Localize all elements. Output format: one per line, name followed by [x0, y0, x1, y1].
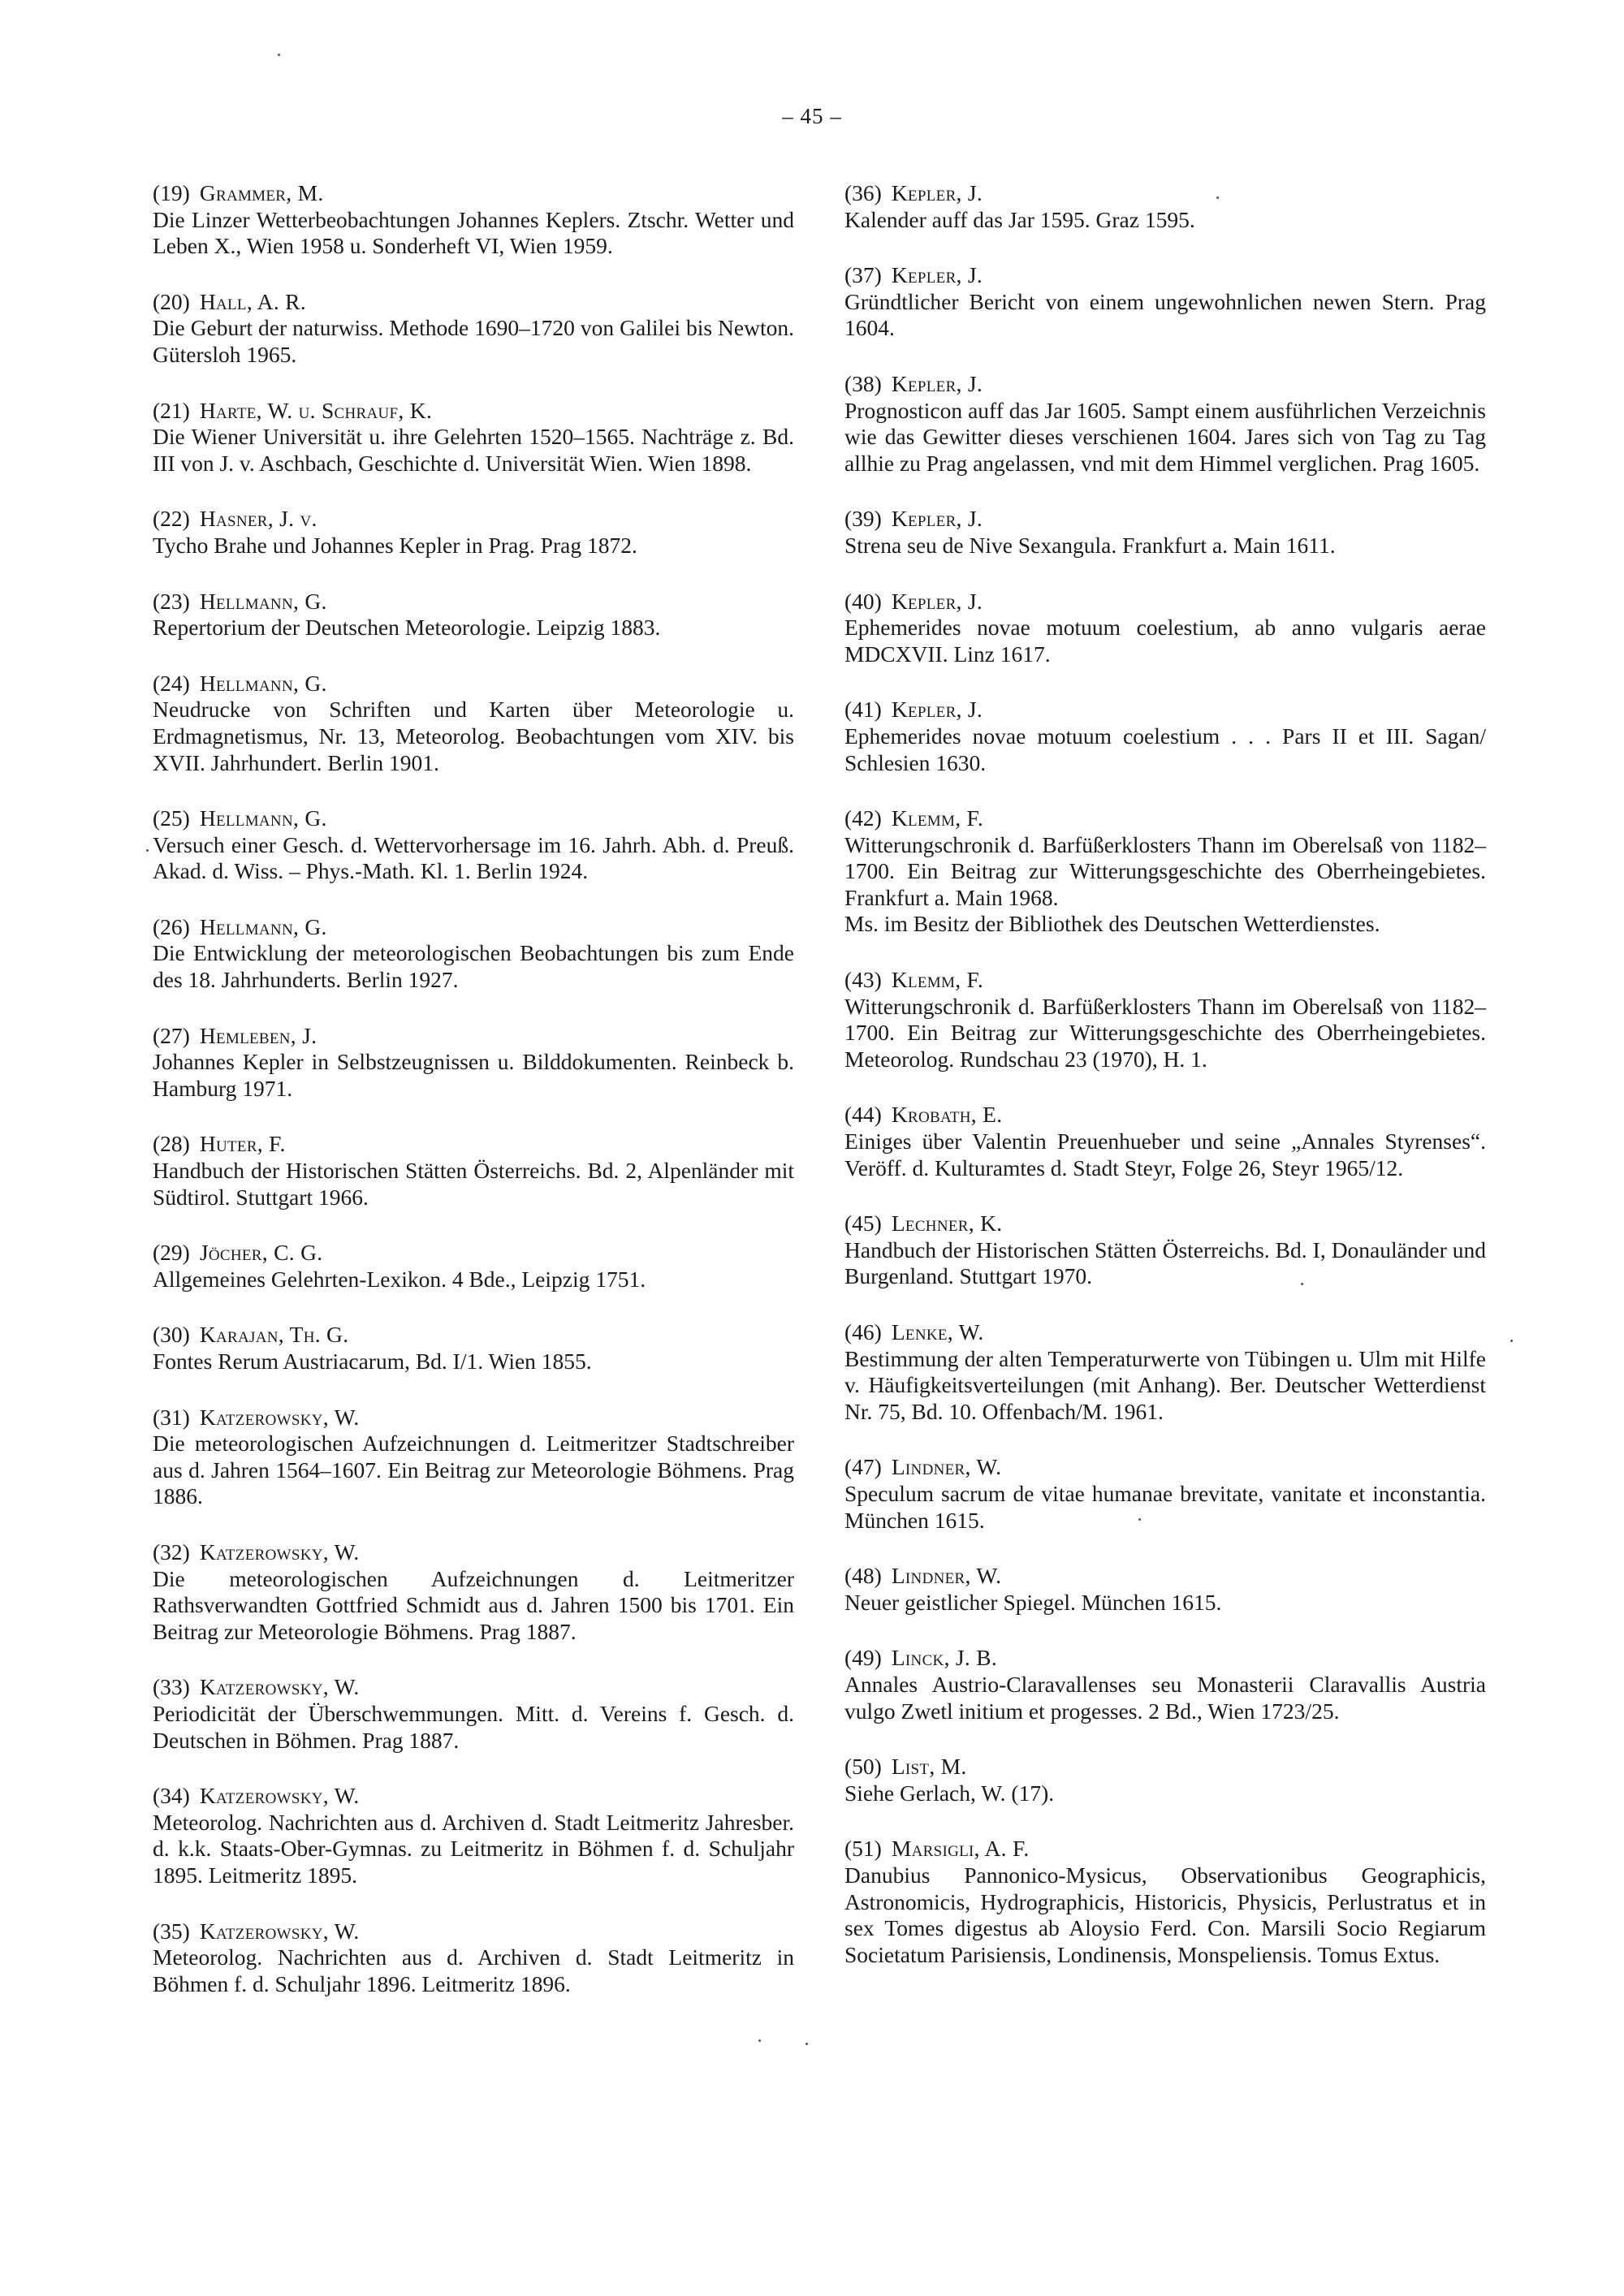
entry-note: Ms. im Besitz der Bibliothek des Deutschen Wetterdienstes.: [844, 911, 1380, 937]
entry-heading: [844, 506, 1486, 533]
entry-number: (48): [844, 1563, 882, 1589]
entry-heading: [153, 1783, 794, 1810]
entry-heading: [153, 1023, 794, 1050]
entry-number: (22): [153, 506, 190, 532]
entry-author: Katzerowsky, W.: [199, 1783, 360, 1809]
entry-citation: Meteorolog. Nachrichten aus d. Archiven d. Stadt Leitmeritz in Böhmen f. d. Schuljahr 1896. Leitmeritz 1896.: [153, 1944, 794, 1996]
entry-number: (24): [153, 670, 190, 696]
entry-citation: Die Wiener Universität u. ihre Gelehrten 1520–1565. Nachträge z. Bd. III von J. v. Aschbach, Geschichte d. Universität Wien. Wien 1898.: [153, 424, 794, 476]
entry-author: Kepler, J.: [891, 370, 983, 396]
entry-citation: Ephemerides novae motuum coelestium, ab anno vulgaris aerae MDCXVII. Linz 1617.: [844, 615, 1486, 667]
bibliography-entry: [153, 289, 794, 369]
entry-author: Hemleben, J.: [199, 1022, 317, 1048]
entry-author: Hasner, J. v.: [199, 506, 317, 532]
entry-heading: [153, 180, 794, 207]
page-number: – 45 –: [782, 104, 842, 128]
entry-author: Linck, J. B.: [891, 1645, 998, 1671]
entry-number: (35): [153, 1918, 190, 1944]
entry-citation: Die Geburt der naturwiss. Methode 1690–1720 von Galilei bis Newton. Gütersloh 1965.: [153, 315, 794, 367]
bibliography-entry: [153, 180, 794, 260]
bibliography-entry: [844, 180, 1486, 233]
scan-speck: [1216, 196, 1219, 199]
entry-heading: [153, 805, 794, 832]
bibliography-entry: [844, 371, 1486, 477]
entry-heading: [844, 262, 1486, 289]
entry-number: (43): [844, 967, 882, 993]
scan-speck: [1510, 1340, 1513, 1342]
entry-author: Marsigli, A. F.: [891, 1836, 1030, 1862]
bibliography-entry: [153, 914, 794, 994]
entry-heading: [844, 589, 1486, 615]
bibliography-entry: [844, 805, 1486, 938]
entry-heading: [153, 1131, 794, 1158]
entry-number: (25): [153, 805, 190, 831]
bibliography-entry: [844, 1102, 1486, 1181]
entry-number: (26): [153, 913, 190, 939]
entry-heading: [153, 289, 794, 316]
entry-number: (29): [153, 1240, 190, 1266]
entry-author: Hall, A. R.: [199, 288, 306, 314]
entry-heading: [844, 1645, 1486, 1672]
entry-citation: Neudrucke von Schriften und Karten über Meteorologie u. Erdmagnetismus, Nr. 13, Meteorolog. Beobachtungen vom XIV. bis XVII. Jahrhundert. Berlin 1901.: [153, 697, 794, 775]
entry-citation: Siehe Gerlach, W. (17).: [844, 1780, 1055, 1806]
entry-author: Hellmann, G.: [199, 913, 327, 939]
entry-citation: Annales Austrio-Claravallenses seu Monasterii Claravallis Austria vulgo Zwetl initium et progesses. 2 Bd., Wien 1723/25.: [844, 1671, 1486, 1724]
bibliography-entry: [153, 1918, 794, 1998]
entry-citation: Handbuch der Historischen Stätten Österreichs. Bd. 2, Alpenländer mit Südtirol. Stuttgart 1966.: [153, 1158, 794, 1210]
entry-number: (23): [153, 588, 190, 614]
entry-author: Lechner, K.: [891, 1211, 1003, 1236]
scan-speck: [758, 2039, 761, 2042]
bibliography-entry: [153, 805, 794, 885]
entry-number: (31): [153, 1404, 190, 1430]
entry-author: Kepler, J.: [891, 506, 983, 532]
entry-citation: Die meteorologischen Aufzeichnungen d. Leitmeritzer Rathsverwandten Gottfried Schmidt aus d. Jahren 1500 bis 1701. Ein Beitrag zur Meteorologie Böhmens. Prag 1887.: [153, 1565, 794, 1644]
entry-heading: [844, 180, 1486, 207]
entry-author: Lenke, W.: [891, 1319, 984, 1344]
entry-number: (47): [844, 1454, 882, 1480]
entry-heading: [153, 589, 794, 615]
bibliography-entry: [153, 1023, 794, 1103]
scan-speck: [1138, 1518, 1141, 1521]
bibliography-entry: [153, 1322, 794, 1375]
entry-heading: [153, 1322, 794, 1349]
entry-author: List, M.: [891, 1754, 967, 1780]
entry-citation: Strena seu de Nive Sexangula. Frankfurt a. Main 1611.: [844, 532, 1336, 558]
entry-citation: Neuer geistlicher Spiegel. München 1615.: [844, 1589, 1222, 1615]
bibliography-entry: [153, 589, 794, 641]
entry-author: Jöcher, C. G.: [199, 1240, 323, 1266]
bibliography-entry: [153, 671, 794, 776]
entry-author: Kepler, J.: [891, 262, 983, 288]
bibliography-entry: [153, 1405, 794, 1510]
entry-number: (51): [844, 1836, 882, 1862]
bibliography-entry: [844, 1454, 1486, 1534]
bibliography-entry: [153, 398, 794, 477]
entry-heading: [153, 1240, 794, 1267]
entry-author: Karajan, Th. G.: [199, 1322, 349, 1348]
bibliography-entry: [153, 1539, 794, 1645]
entry-citation: Fontes Rerum Austriacarum, Bd. I/1. Wien 1855.: [153, 1349, 592, 1374]
entry-heading: [844, 371, 1486, 398]
scan-speck: [1301, 1283, 1303, 1285]
entry-number: (30): [153, 1322, 190, 1348]
entry-author: Katzerowsky, W.: [199, 1918, 360, 1944]
entry-number: (37): [844, 262, 882, 288]
bibliography-entry: [844, 1754, 1486, 1806]
bibliography-entry: [844, 697, 1486, 776]
entry-citation: Die Linzer Wetterbeobachtungen Johannes Keplers. Ztschr. Wetter und Leben X., Wien 1958 u. Sonderheft VI, Wien 1959.: [153, 206, 794, 259]
entry-citation: Tycho Brahe und Johannes Kepler in Prag. Prag 1872.: [153, 532, 637, 558]
entry-heading: [844, 1563, 1486, 1590]
entry-number: (28): [153, 1131, 190, 1157]
bibliography-entry: [153, 506, 794, 559]
entry-heading: [153, 1918, 794, 1945]
entry-citation: Die meteorologischen Aufzeichnungen d. Leitmeritzer Stadtschreiber aus d. Jahren 1564–1607. Ein Beitrag zur Meteorologie Böhmens. Prag 1886.: [153, 1431, 794, 1509]
entry-citation: Meteorolog. Nachrichten aus d. Archiven d. Stadt Leitmeritz Jahresber. d. k.k. Staats-Ober-Gymnas. zu Leitmeritz in Böhmen f. d. Schuljahr 1895. Leitmeritz 1895.: [153, 1809, 794, 1888]
entry-heading: [153, 506, 794, 533]
entry-author: Katzerowsky, W.: [199, 1539, 360, 1564]
entry-heading: [844, 1836, 1486, 1862]
entry-citation: Bestimmung der alten Temperaturwerte von Tübingen u. Ulm mit Hilfe v. Häufigkeitsverteilungen (mit Anhang). Ber. Deutscher Wetterdienst Nr. 75, Bd. 10. Offenbach/M. 1961.: [844, 1345, 1486, 1424]
entry-author: Kepler, J.: [891, 588, 983, 614]
entry-number: (49): [844, 1645, 882, 1671]
entry-number: (32): [153, 1539, 190, 1564]
bibliography-entry: [844, 1211, 1486, 1290]
scan-speck: [806, 2043, 808, 2045]
entry-author: Hellmann, G.: [199, 588, 327, 614]
entry-heading: [844, 1211, 1486, 1237]
entry-heading: [844, 1754, 1486, 1780]
entry-number: (38): [844, 370, 882, 396]
entry-heading: [153, 914, 794, 941]
entry-author: Klemm, F.: [891, 967, 984, 993]
entry-number: (34): [153, 1783, 190, 1809]
entry-citation: Kalender auff das Jar 1595. Graz 1595.: [844, 206, 1195, 232]
entry-author: Katzerowsky, W.: [199, 1404, 360, 1430]
entry-number: (41): [844, 697, 882, 723]
entry-heading: [153, 398, 794, 425]
entry-heading: [844, 1319, 1486, 1346]
entry-citation: Allgemeines Gelehrten-Lexikon. 4 Bde., Leipzig 1751.: [153, 1266, 646, 1292]
entry-heading: [844, 967, 1486, 994]
entry-author: Kepler, J.: [891, 180, 983, 205]
entry-number: (40): [844, 588, 882, 614]
entry-heading: [844, 1102, 1486, 1129]
bibliography-entry: [844, 589, 1486, 668]
entry-number: (27): [153, 1022, 190, 1048]
entry-author: Hellmann, G.: [199, 670, 327, 696]
entry-number: (20): [153, 288, 190, 314]
bibliography-entry: [153, 1674, 794, 1754]
entry-heading: [153, 1674, 794, 1701]
entry-heading: [153, 671, 794, 697]
entry-heading: [844, 697, 1486, 723]
entry-author: Klemm, F.: [891, 805, 984, 831]
bibliography-entry: [844, 967, 1486, 1072]
entry-number: (50): [844, 1754, 882, 1780]
entry-heading: [153, 1405, 794, 1431]
entry-citation: Speculum sacrum de vitae humanae brevitate, vanitate et inconstantia. München 1615.: [844, 1480, 1486, 1533]
bibliography-entry: [844, 1563, 1486, 1616]
entry-number: (44): [844, 1102, 882, 1128]
entry-number: (39): [844, 506, 882, 532]
entry-author: Hellmann, G.: [199, 805, 327, 831]
entry-citation: Gründtlicher Bericht von einem ungewohnlichen newen Stern. Prag 1604.: [844, 288, 1486, 341]
bibliography-entry: [844, 1645, 1486, 1724]
entry-author: Harte, W. u. Schrauf, K.: [199, 397, 433, 423]
entry-number: (36): [844, 180, 882, 205]
entry-number: (46): [844, 1319, 882, 1344]
entry-citation: Witterungschronik d. Barfüßerklosters Thann im Oberelsaß von 1182–1700. Ein Beitrag zur Witterungsgeschichte des Oberrheingebietes. Meteorolog. Rundschau 23 (1970), H. 1.: [844, 993, 1486, 1072]
entry-author: Huter, F.: [199, 1131, 286, 1157]
entry-citation: Prognosticon auff das Jar 1605. Sampt einem ausführlichen Verzeichnis wie das Gewitter dieses verschienen 1604. Jares sich von Tag zu Tag allhie zu Prag angelassen, vnd mit dem Himmel verglichen. Prag 1605.: [844, 397, 1486, 476]
entry-author: Lindner, W.: [891, 1563, 1002, 1589]
entry-author: Kepler, J.: [891, 697, 983, 723]
bibliography-entry: [844, 1836, 1486, 1968]
entry-heading: [844, 805, 1486, 832]
bibliography-entry: [844, 506, 1486, 559]
bibliography-entry: [844, 262, 1486, 342]
entry-citation: Johannes Kepler in Selbstzeugnissen u. Bilddokumenten. Reinbeck b. Hamburg 1971.: [153, 1049, 794, 1101]
entry-citation: Versuch einer Gesch. d. Wettervorhersage im 16. Jahrh. Abh. d. Preuß. Akad. d. Wiss. – Phys.-Math. Kl. 1. Berlin 1924.: [153, 831, 794, 884]
bibliography-entry: [153, 1131, 794, 1211]
entry-number: (45): [844, 1211, 882, 1236]
bibliography-column-right: [844, 180, 1486, 1997]
entry-number: (19): [153, 180, 190, 205]
bibliography-column-left: [153, 180, 794, 2026]
entry-author: Krobath, E.: [891, 1102, 1003, 1128]
entry-citation: Repertorium der Deutschen Meteorologie. Leipzig 1883.: [153, 615, 661, 641]
entry-number: (42): [844, 805, 882, 831]
entry-citation: Danubius Pannonico-Mysicus, Observationibus Geographicis, Astronomicis, Hydrographicis, Historicis, Physicis, Perlustratus et in sex Tomes digestus ab Aloysio Ferd. Con. Marsili Socio Regiarum Societatum Parisiensis, Londinensis, Monspeliensis. Tomus Extus.: [844, 1862, 1486, 1967]
entry-number: (33): [153, 1674, 190, 1700]
entry-citation: Die Entwicklung der meteorologischen Beobachtungen bis zum Ende des 18. Jahrhunderts. Berlin 1927.: [153, 940, 794, 993]
entry-citation: Witterungschronik d. Barfüßerklosters Thann im Oberelsaß von 1182–1700. Ein Beitrag zur Witterungsgeschichte des Oberrheingebietes. Frankfurt a. Main 1968.: [844, 831, 1486, 910]
bibliography-entry: [153, 1240, 794, 1293]
entry-author: Grammer, M.: [199, 180, 324, 205]
scan-speck: [278, 54, 280, 56]
entry-author: Lindner, W.: [891, 1454, 1002, 1480]
scan-speck: [146, 849, 149, 852]
entry-citation: Handbuch der Historischen Stätten Österreichs. Bd. I, Donauländer und Burgenland. Stuttgart 1970.: [844, 1236, 1486, 1289]
entry-number: (21): [153, 397, 190, 423]
entry-citation: Periodicität der Überschwemmungen. Mitt. d. Vereins f. Gesch. d. Deutschen in Böhmen. Prag 1887.: [153, 1700, 794, 1753]
bibliography-entry: [153, 1783, 794, 1888]
entry-heading: [153, 1539, 794, 1566]
entry-heading: [844, 1454, 1486, 1481]
entry-author: Katzerowsky, W.: [199, 1674, 360, 1700]
entry-citation: Ephemerides novae motuum coelestium . . . Pars II et III. Sagan/ Schlesien 1630.: [844, 723, 1486, 775]
entry-citation: Einiges über Valentin Preuenhueber und seine „Annales Styrenses“. Veröff. d. Kulturamtes d. Stadt Steyr, Folge 26, Steyr 1965/12.: [844, 1129, 1486, 1180]
bibliography-entry: [844, 1319, 1486, 1425]
